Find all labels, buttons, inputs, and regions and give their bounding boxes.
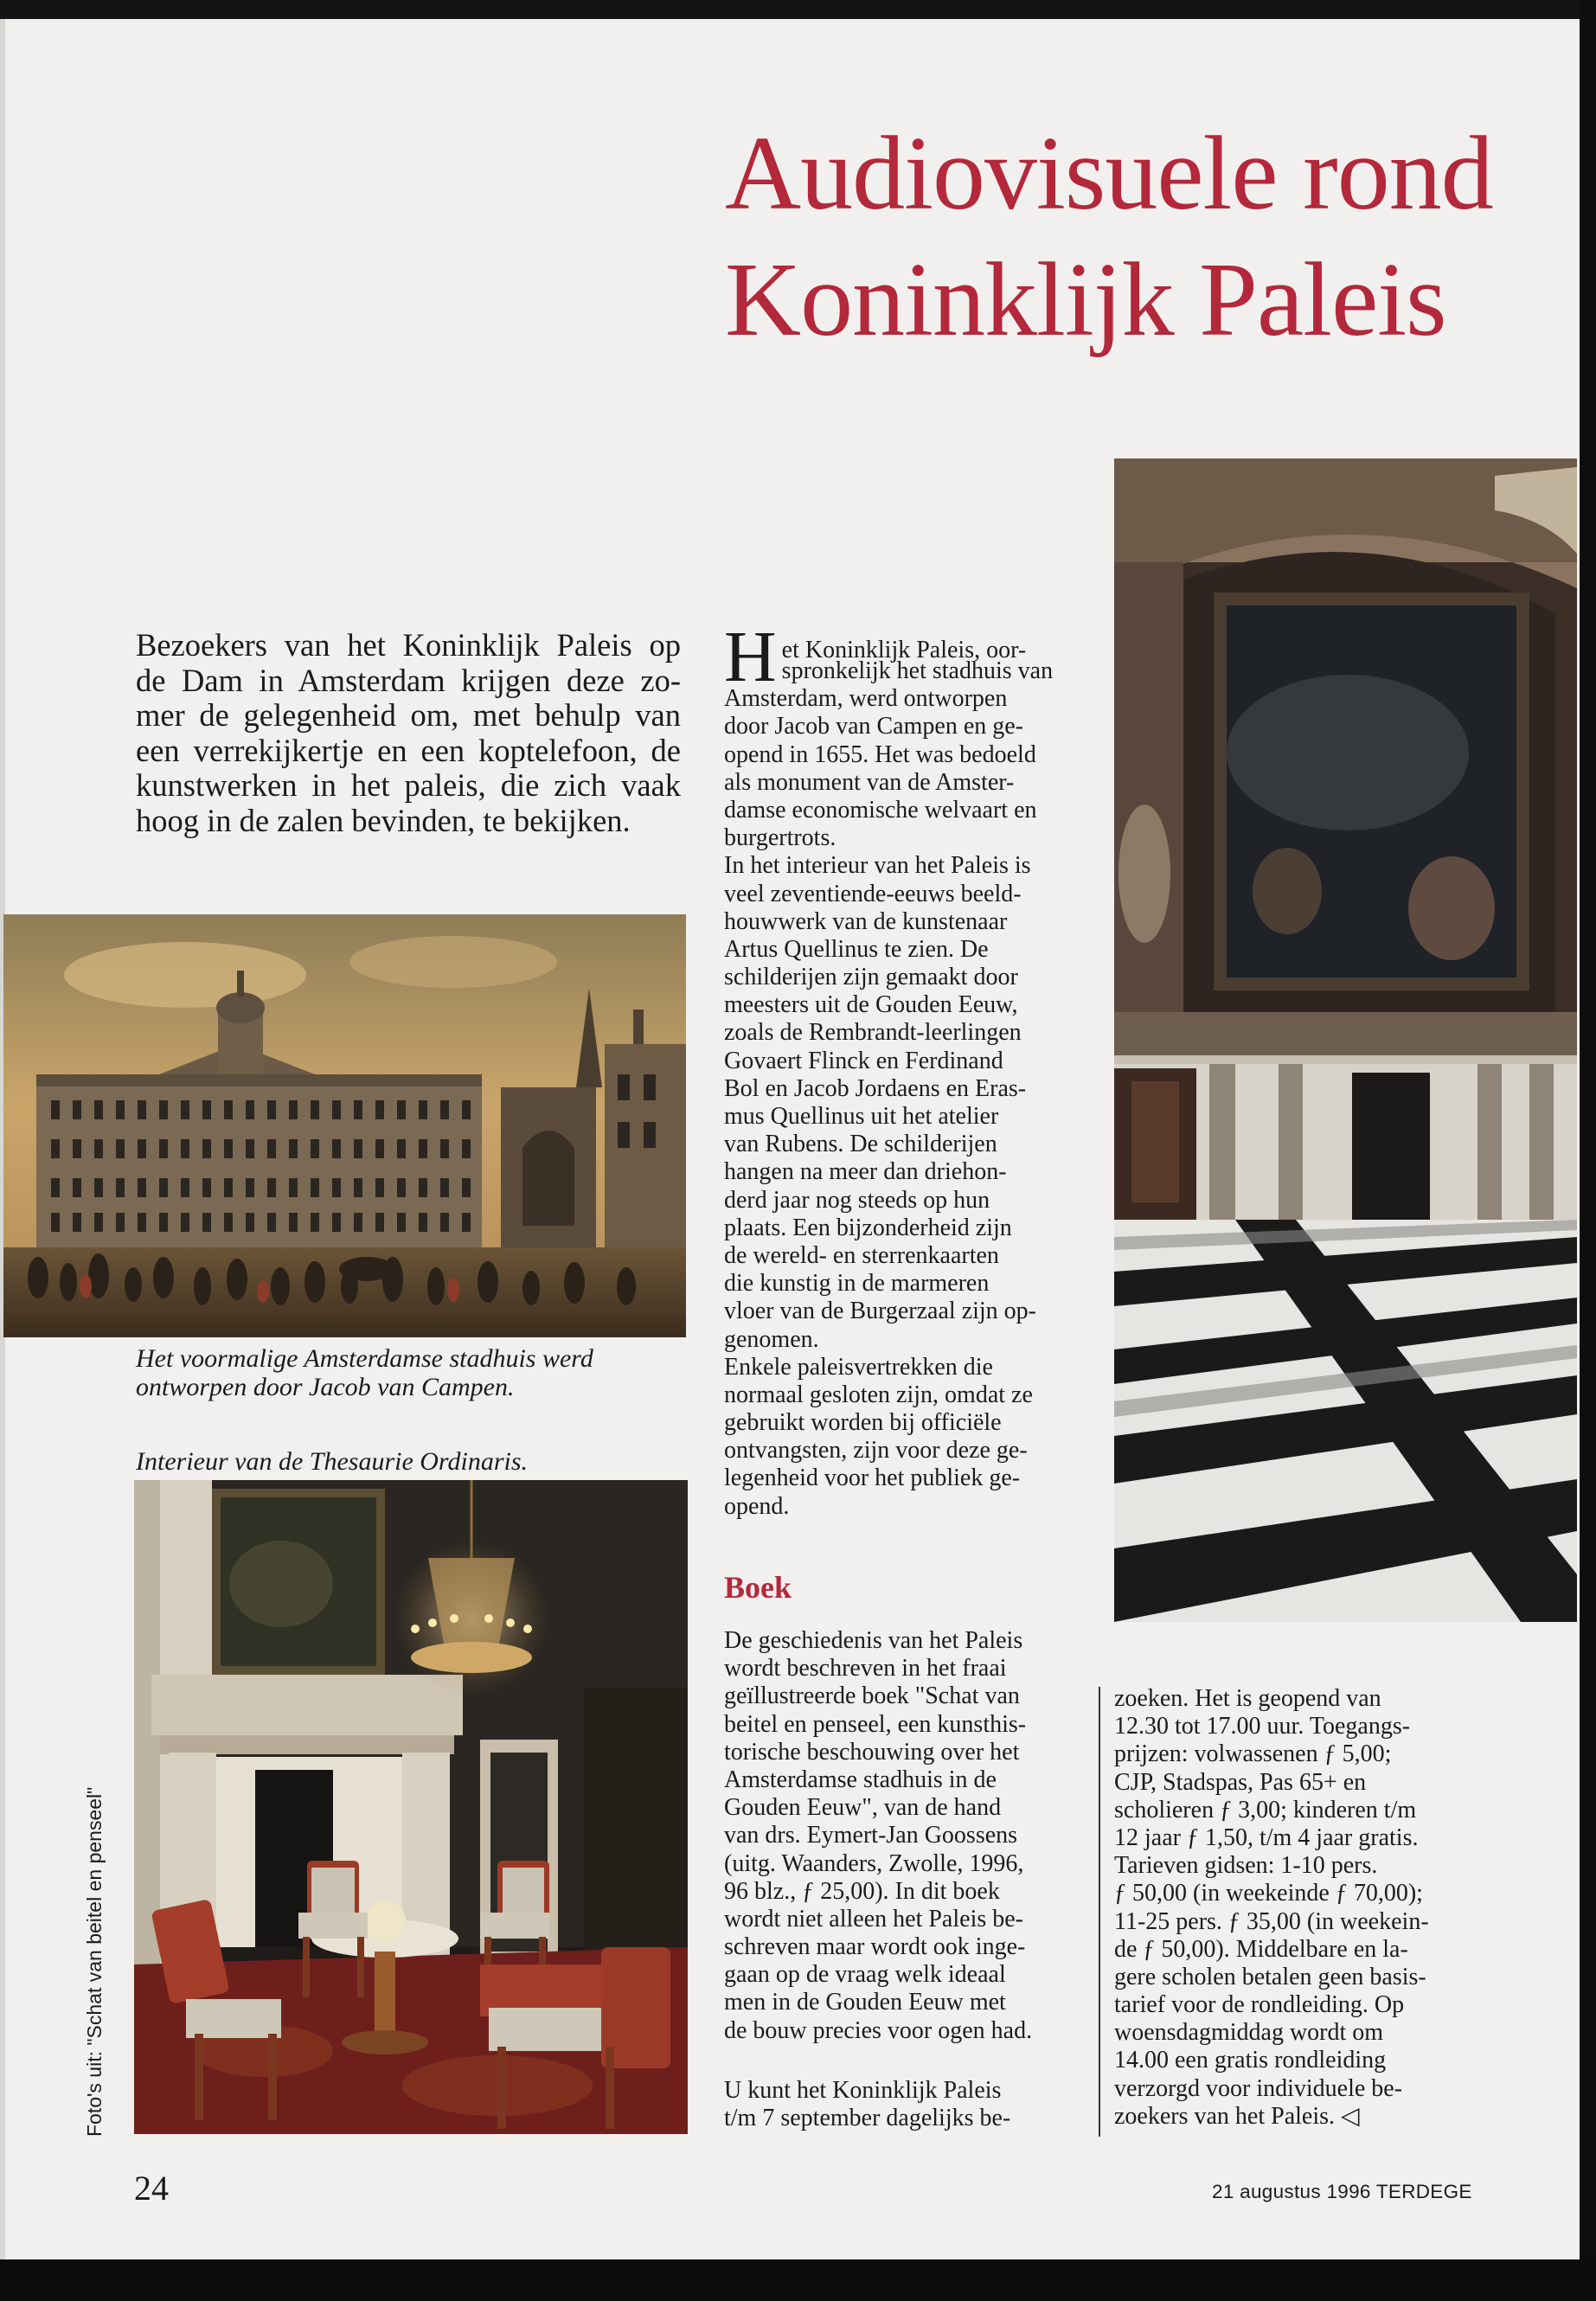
body-line: wordt beschreven in het fraai — [724, 1655, 1007, 1682]
body-line: de bouw precies voor ogen had. — [724, 2016, 1033, 2044]
body-line: Tarieven gidsen: 1-10 pers. — [1114, 1852, 1378, 1880]
thesaurie-interior-photo — [134, 1480, 688, 2134]
body-line: zoekers van het Paleis. ◁ — [1114, 2102, 1360, 2130]
body-line: mus Quellinus uit het atelier — [724, 1103, 999, 1130]
body-line: geïllustreerde boek "Schat van — [724, 1682, 1020, 1710]
body-line: ƒ 50,00 (in weekeinde ƒ 70,00); — [1114, 1880, 1423, 1907]
intro-line: mer de gelegenheid om, met behulp van — [136, 697, 681, 733]
body-line: als monument van de Amster- — [724, 768, 1015, 796]
body-line: Bol en Jacob Jordaens en Eras- — [724, 1074, 1027, 1102]
body-line: vloer van de Burgerzaal zijn op- — [724, 1298, 1037, 1325]
body-line: zoeken. Het is geopend van — [1114, 1685, 1381, 1712]
body-line: de ƒ 50,00). Middelbare en la- — [1114, 1935, 1408, 1963]
body-line: damse economische welvaart en — [724, 796, 1037, 824]
body-line: burgertrots. — [724, 824, 836, 852]
prices-paragraph — [1114, 1685, 1495, 2131]
title-line-2: Koninklijk Paleis — [725, 241, 1446, 358]
body-column-2 — [1114, 1685, 1495, 2131]
body-column-1-book — [724, 1627, 1087, 2045]
page-bottom-edge — [0, 2259, 1596, 2301]
body-line: woensdagmiddag wordt om — [1114, 2019, 1384, 2047]
body-line: gebruikt worden bij officiële — [724, 1409, 1002, 1437]
body-line: door Jacob van Campen en ge- — [724, 713, 1023, 740]
title-line-1: Audiovisuele rond — [725, 115, 1493, 232]
footer-date-publication: 21 augustus 1996 TERDEGE — [1212, 2181, 1472, 2202]
intro-paragraph — [136, 628, 681, 838]
body-line: legenheid voor het publiek ge- — [724, 1465, 1021, 1492]
page-top-edge — [0, 0, 1596, 19]
body-line: De geschiedenis van het Paleis — [724, 1627, 1023, 1654]
body-line: schreven maar wordt ook inge- — [724, 1933, 1026, 1961]
body-line: In het interieur van het Paleis is — [724, 852, 1031, 880]
burgerzaal-floor-photo — [1114, 458, 1577, 1622]
body-line: schilderijen zijn gemaakt door — [724, 964, 1018, 991]
body-line: veel zeventiende-eeuws beeld- — [724, 880, 1022, 907]
body-line: die kunstig in de marmeren — [724, 1270, 990, 1298]
book-paragraph — [724, 1627, 1087, 2045]
body-line: tarief voor de rondleiding. Op — [1114, 1991, 1405, 2019]
body-line: Enkele paleisvertrekken die — [724, 1353, 993, 1381]
body-line: Artus Quellinus te zien. De — [724, 935, 989, 963]
page-number: 24 — [134, 2169, 169, 2208]
intro-line: Bezoekers van het Koninklijk Paleis op — [136, 627, 681, 663]
body-line: van Rubens. De schilderijen — [724, 1131, 997, 1158]
body-line: torische beschouwing over het — [724, 1738, 1020, 1766]
body-line: men in de Gouden Eeuw met — [724, 1989, 1006, 2016]
body-line: 12.30 tot 17.00 uur. Toegangs- — [1114, 1713, 1411, 1740]
page-right-edge — [1580, 0, 1596, 2301]
intro-line: hoog in de zalen bevinden, te bekijken. — [136, 802, 631, 838]
body-line: zoals de Rembrandt-leerlingen — [724, 1019, 1022, 1047]
body-line: Amsterdam, werd ontworpen — [724, 685, 1008, 713]
body-line: scholieren ƒ 3,00; kinderen t/m — [1114, 1796, 1417, 1823]
body-line: 14.00 een gratis rondleiding — [1114, 2047, 1387, 2074]
body-line: gaan op de vraag welk ideaal — [724, 1961, 1006, 1989]
body-line: 12 jaar ƒ 1,50, t/m 4 jaar gratis. — [1114, 1823, 1419, 1851]
body-line: opend in 1655. Het was bedoeld — [724, 740, 1036, 768]
body-line: t/m 7 september dagelijks be- — [724, 2105, 1011, 2132]
body-line: ontvangsten, zijn voor deze ge- — [724, 1437, 1028, 1465]
visit-paragraph — [724, 2077, 1087, 2132]
intro-line: een verrekijkertje en een koptelefoon, de — [136, 732, 681, 768]
body-line: derd jaar nog steeds op hun — [724, 1186, 990, 1214]
body-column-1-lines — [724, 685, 1087, 1521]
body-line: CJP, Stadspas, Pas 65+ en — [1114, 1768, 1367, 1796]
body-line: hangen na meer dan driehon- — [724, 1158, 1007, 1186]
body-line: Amsterdamse stadhuis in de — [724, 1766, 997, 1793]
column-rule — [1099, 1687, 1100, 2137]
body-line: Gouden Eeuw", van de hand — [724, 1794, 1002, 1822]
caption-thesaurie: Interieur van de Thesaurie Ordinaris. — [136, 1447, 529, 1476]
body-line: de wereld- en sterrenkaarten — [724, 1241, 999, 1269]
body-line: houwwerk van de kunstenaar — [724, 907, 1008, 935]
body-line: Govaert Flinck en Ferdinand — [724, 1047, 1003, 1074]
body-line: verzorgd voor individuele be- — [1114, 2074, 1403, 2102]
body-line: et Koninklijk Paleis, oor- — [781, 637, 1027, 663]
body-line: van drs. Eymert-Jan Goossens — [724, 1822, 1018, 1849]
caption-town-hall — [136, 1344, 593, 1401]
body-line: normaal gesloten zijn, omdat ze — [724, 1381, 1033, 1408]
body-line: opend. — [724, 1492, 790, 1520]
town-hall-painting — [3, 914, 686, 1337]
body-line: U kunt het Koninklijk Paleis — [724, 2077, 1002, 2104]
intro-line: kunstwerken in het paleis, die zich vaak — [136, 767, 681, 803]
body-line: spronkelijk het stadhuis van — [781, 657, 1054, 684]
body-line: beitel en penseel, een kunsthis- — [724, 1710, 1027, 1738]
body-line: 96 blz., ƒ 25,00). In dit boek — [724, 1877, 1000, 1905]
body-line: prijzen: volwassenen ƒ 5,00; — [1114, 1740, 1392, 1768]
body-column-1-visit — [724, 2077, 1087, 2132]
caption-line: ontworpen door Jacob van Campen. — [136, 1373, 515, 1401]
section-subhead: Boek — [724, 1570, 792, 1605]
body-line: 11-25 pers. ƒ 35,00 (in weekein- — [1114, 1907, 1429, 1935]
article-title — [725, 111, 1573, 363]
intro-line: de Dam in Amsterdam krijgen deze zo- — [136, 662, 681, 698]
body-column-1 — [724, 617, 1087, 1521]
drop-cap: H — [724, 617, 777, 697]
body-line: wordt niet alleen het Paleis be- — [724, 1905, 1023, 1932]
body-line: meesters uit de Gouden Eeuw, — [724, 991, 1018, 1019]
body-line: gere scholen betalen geen basis- — [1114, 1963, 1426, 1990]
body-line: genomen. — [724, 1325, 819, 1353]
body-line: (uitg. Waanders, Zwolle, 1996, — [724, 1849, 1024, 1877]
caption-line: Het voormalige Amsterdamse stadhuis werd — [136, 1344, 593, 1373]
body-line: plaats. Een bijzonderheid zijn — [724, 1214, 1012, 1241]
photo-credit: Foto's uit: "Schat van beitel en penseel" — [83, 1786, 106, 2137]
